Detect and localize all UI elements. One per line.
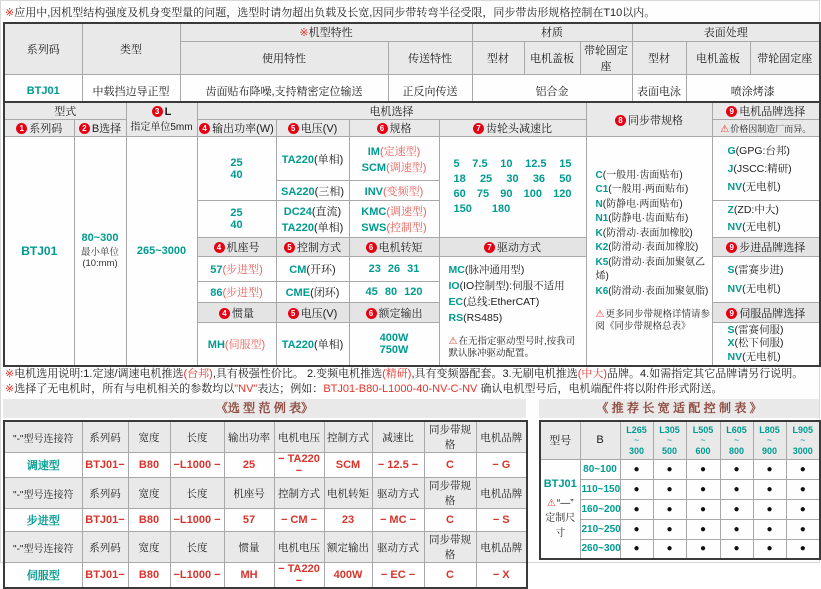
badge-4-icon: 4 [199,123,210,134]
connector-header: "-"型号连接符 [4,478,82,509]
connector-header: "-"型号连接符 [4,421,82,453]
brand-item: Z(ZD:中大) [727,204,779,216]
power-header: 4 输出功率(W) [197,120,276,137]
spec-header-series: 系列码 [4,23,82,74]
compat-dot: ● [620,459,653,479]
note-line-1: ※电机选用说明:1.定速/调速电机推选(台邦),具有极强性价比。 2.变频电机推选(精研),具有变频器配套。3.无刷电机推选(中大)品牌。4.如需指定其它品牌请另行说明。 [5,368,804,380]
spec-header-profile2: 型材 [632,41,686,74]
gear-ratio-cell [439,137,586,238]
size-table-title: 《 推 荐 长 宽 适 配 控 制 表 》 [539,399,819,418]
dc-voltage-cell: DC24(直流) TA220(单相) [276,201,349,238]
length-col-header: L265 ~ 300 [620,421,653,459]
belt-item: K5(防滑动·表面加聚氨乙烯) [595,256,705,282]
compat-dot: ● [620,479,653,499]
length-col-header: L905 ~ 3000 [786,421,820,459]
drive-item: MC(脉冲通用型) [448,263,525,276]
drive-note: ⚠在无指定驱动型号时,按我司默认脉冲驱动配置。 [448,335,576,359]
servo-brand-header: 9 伺服品牌选择 [712,303,820,323]
torque2-cell: 45 80 120 [349,282,439,303]
brand-item: S(雷赛伺服) [727,323,784,336]
material-value: 铝合金 [472,74,632,109]
badge-5-icon: 5 [284,242,295,253]
model-header: 型式 [4,102,126,120]
frame86-cell: 86(步进型) [197,282,276,303]
size-data-row [540,479,820,499]
compat-dot: ● [786,499,820,519]
spec-header-seat2: 带轮固定座 [750,41,820,74]
warning-icon: ⚠ [448,335,458,347]
belt-spec-cell [586,137,712,366]
width-range-cell [74,137,126,366]
dc-brand-cell [712,201,820,238]
inertia-mh-cell: MH(伺服型) [197,323,276,366]
type-value: 中载挡边导正型 [82,74,180,109]
compat-dot: ● [786,479,820,499]
brand-item: X(松下伺服) [727,337,784,349]
series-code-value: BTJ01 [4,74,82,109]
compat-dot: ● [653,479,686,499]
length-header: 3 L 指定单位5mm [126,102,197,137]
step-brand-cell [712,257,820,303]
compat-dot: ● [786,539,820,559]
compat-dot: ● [653,519,686,539]
compat-dot: ● [720,499,753,519]
warning-icon: ⚠ [546,498,556,510]
belt-item: C1(一般用·两面贴布) [595,184,689,195]
top-note-text: 应用中,因机型结构强度及机身变型量的问题，选型时请勿超出负载及长宽,因同步带转弯半径受限，同步带齿形规格控制在T10以内。 [14,7,656,19]
drive-item: EC(总线:EtherCAT) [448,295,540,308]
ratio-line: 60 75 90 100 120 [453,188,572,200]
compat-dot: ● [753,479,786,499]
use-feature-value: 齿面贴布降噪,支持精密定位输送 [180,74,388,109]
drive-header: 7 驱动方式 [439,238,586,257]
example-header-row: "-"型号连接符 系列码 宽度 长度 输出功率 电机电压 控制方式 减速比 同步带规格 电机品牌 [4,421,527,453]
badge-6-icon: 6 [366,242,377,253]
compat-dot: ● [720,479,753,499]
b-range: 80~100 [580,459,620,479]
series-value: BTJ01 [4,137,74,366]
dc-power-cell: 25 40 [197,201,276,238]
servo-brand-cell [712,323,820,366]
row-label: 伺服型 [4,563,82,589]
connector-header: "-"型号连接符 [4,532,82,563]
spec-header-material: 材质 [472,23,632,41]
length-col-header: L505 ~ 600 [686,421,720,459]
surface-paint-value: 喷涂烤漆 [686,74,820,109]
brand-item: S(雷赛步进) [727,263,784,276]
ac-spec2-cell: INV(变频型) [349,181,439,201]
width-min-unit: 最小单位 [80,247,119,259]
belt-item: K(防滑动·表面加橡胶) [595,227,693,239]
b-range: 210~250 [580,519,620,539]
transfer-value: 正反向传送 [388,74,472,109]
belt-header: 8 同步带规格 [586,102,712,137]
inertia-header: 4 惯量 [197,303,276,323]
compat-dot: ● [620,499,653,519]
compat-dot: ● [720,459,753,479]
belt-item: K2(防滑动·表面加橡胶) [595,242,699,253]
brand-item: NV(无电机) [727,350,781,363]
torque1-cell: 23 26 31 [349,257,439,282]
torque-header: 6 电机转矩 [349,238,439,257]
row-label: 步进型 [4,509,82,532]
compat-dot: ● [686,519,720,539]
badge-7-icon: 7 [484,242,495,253]
compat-dot: ● [620,539,653,559]
badge-9-icon: 9 [726,106,737,117]
size-data-row [540,499,820,519]
spec-header-seat: 带轮固定座 [580,41,632,74]
frame-header: 4 机座号 [197,238,276,257]
spec-header-profile: 型材 [472,41,524,74]
spec-header-type: 类型 [82,23,180,74]
ac-brand-cell [712,137,820,201]
example-table [3,420,528,589]
reference-mark: ※ [299,27,309,40]
spec-header-cover: 电机盖板 [524,41,580,74]
warning-icon: ⚠ [720,123,730,135]
belt-note: ⚠更多同步带规格详情请参阅《同步带规格总表》 [595,309,710,332]
spec-header-row-1 [4,23,820,41]
ctrl-cme-cell: CME(闭环) [276,282,349,303]
warning-icon: ⚠ [595,309,605,320]
length-col-header: L605 ~ 800 [720,421,753,459]
example-header-row: "-"型号连接符 系列码 宽度 长度 惯量 电机电压 额定输出 驱动方式 同步带规格 电机品牌 [4,532,527,563]
model-cell: BTJ01 ⚠“—” 定制尺寸 [540,459,580,559]
brand-item: NV(无电机) [727,221,781,233]
size-table [539,420,821,560]
series-header: 1 系列码 [4,120,74,137]
step-brand-header: 9 步进品牌选择 [712,238,820,257]
ratio-line: 5 7.5 10 12.5 15 [453,158,572,170]
custom-size-note: ⚠“—” [546,498,574,510]
size-header-row [540,421,820,459]
voltage-header: 5 电压(V) [276,120,349,137]
note-line-2: ※选择了无电机时，所有与电机相关的参数均以"NV"表达；例如：BTJ01-B80-L1000-40-NV-C-NV 确认电机型号后，电机端配件将以附件形式附送。 [5,382,723,395]
surface-profile-value: 表面电泳 [632,74,686,109]
ac-voltage2-cell: SA220(三相) [276,181,349,201]
badge-5-icon: 5 [288,123,299,134]
belt-item: C(一般用·齿面贴布) [595,169,683,181]
compat-dot: ● [753,459,786,479]
compat-dot: ● [653,539,686,559]
row-label: 调速型 [4,453,82,478]
spec-header-transfer: 传送特性 [388,41,472,74]
rated-output-header: 6 额定输出 [349,303,439,323]
ac-spec1-cell: IM(定速型) SCM(调速型) [349,137,439,181]
spec-header: 6 规格 [349,120,439,137]
compat-dot: ● [686,539,720,559]
b-range: 110~150 [580,479,620,499]
motor-select-header: 电机选择 [197,102,586,120]
control-header: 5 控制方式 [276,238,349,257]
compat-dot: ● [753,519,786,539]
width-range: 80~300 [81,232,119,245]
spec-table [3,22,821,110]
badge-7-icon: 7 [473,123,484,134]
reference-mark: ※ [5,382,15,395]
compat-dot: ● [686,499,720,519]
ratio-header: 7 齿轮头减速比 [439,120,586,137]
dc-spec-cell: KMC(调速型) SWS(控制型) [349,201,439,238]
size-data-row [540,519,820,539]
brand-item: G(GPG:台邦) [727,144,790,157]
badge-1-icon: 1 [16,123,27,134]
spec-header-surface: 表面处理 [632,23,820,41]
example-value-row: 调速型 BTJ01− B80 −L1000 − 25 − TA220 − SCM − 12.5 − C − G [4,453,527,478]
ctrl-cm-cell: CM(开环) [276,257,349,282]
belt-item: N1(防静电·齿面贴布) [595,213,689,224]
top-usage-note [5,4,819,20]
width-min-unit2: (10:mm) [82,258,118,270]
badge-3-icon: 3 [152,106,163,117]
badge-5-icon: 5 [288,308,299,319]
compat-dot: ● [620,519,653,539]
compat-dot: ● [786,519,820,539]
compat-dot: ● [686,459,720,479]
spec-header-feature: ※机型特性 [180,23,472,41]
motor-selection-notes [5,367,819,396]
reference-mark: ※ [5,368,15,380]
servo-volt-header: 5 电压(V) [276,303,349,323]
length-col-header: L805 ~ 900 [753,421,786,459]
badge-4-icon: 4 [214,242,225,253]
badge-8-icon: 8 [615,115,626,126]
b-col-header: B [580,421,620,459]
drive-item: RS(RS485) [448,311,503,324]
badge-6-icon: 6 [366,308,377,319]
compat-dot: ● [753,499,786,519]
badge-6-icon: 6 [377,123,388,134]
ratio-line: 150 180 [453,203,511,215]
frame57-cell: 57(步进型) [197,257,276,282]
compat-dot: ● [720,519,753,539]
brand-header: 9 电机品牌选择 [712,102,820,120]
compat-dot: ● [720,539,753,559]
b-range: 160~200 [580,499,620,519]
brand-item: NV(无电机) [727,282,781,295]
drive-item: IO(IO控制型):伺服不适用 [448,279,565,292]
belt-item: N(防静电·两面贴布) [595,198,683,210]
example-header-row: "-"型号连接符 系列码 宽度 长度 机座号 控制方式 电机转矩 驱动方式 同步带规格 电机品牌 [4,478,527,509]
body-row-ac1 [4,137,820,181]
width-header: 2 B选择 [74,120,126,137]
main-header-row-1 [4,102,820,120]
model-col-header: 型号 [540,421,580,459]
servo-voltage-cell: TA220(单相) [276,323,349,366]
size-data-row [540,459,820,479]
example-value-row: 步进型 BTJ01− B80 −L1000 − 57 − CM − 23 − MC − C − S [4,509,527,532]
compat-dot: ● [686,479,720,499]
belt-item: K6(防滑动·表面加聚氨脂) [595,285,709,297]
brand-item: NV(无电机) [727,180,781,193]
length-unit-note: 指定单位5mm [130,122,193,133]
ac-voltage1-cell: TA220(单相) [276,137,349,181]
ratio-line: 18 25 30 36 50 [453,173,572,185]
badge-9-icon: 9 [726,242,737,253]
length-range: 265~3000 [126,137,197,366]
drive-mode-cell [439,257,586,366]
example-value-row: 伺服型 BTJ01− B80 −L1000 − MH − TA220 − 400W − EC − C − X [4,563,527,589]
model-name: BTJ01 [543,478,577,491]
badge-2-icon: 2 [79,123,90,134]
size-data-row [540,539,820,559]
brand-item: J(JSCC:精研) [727,162,792,175]
b-range: 260~300 [580,539,620,559]
reference-mark: ※ [5,7,15,19]
compat-dot: ● [786,459,820,479]
badge-4-icon: 4 [219,308,230,319]
rated-output-cell: 400W 750W [349,323,439,366]
brand-price-note: ⚠价格因制造厂而异。 [712,120,820,137]
ac-power-cell: 25 40 [197,137,276,201]
compat-dot: ● [653,499,686,519]
spec-header-use: 使用特性 [180,41,388,74]
compat-dot: ● [653,459,686,479]
example-table-title: 《选 型 范 例 表》 [3,399,526,418]
length-col-header: L305 ~ 500 [653,421,686,459]
badge-9-icon: 9 [726,308,737,319]
main-selection-table [3,101,821,367]
spec-header-cover2: 电机盖板 [686,41,750,74]
compat-dot: ● [753,539,786,559]
